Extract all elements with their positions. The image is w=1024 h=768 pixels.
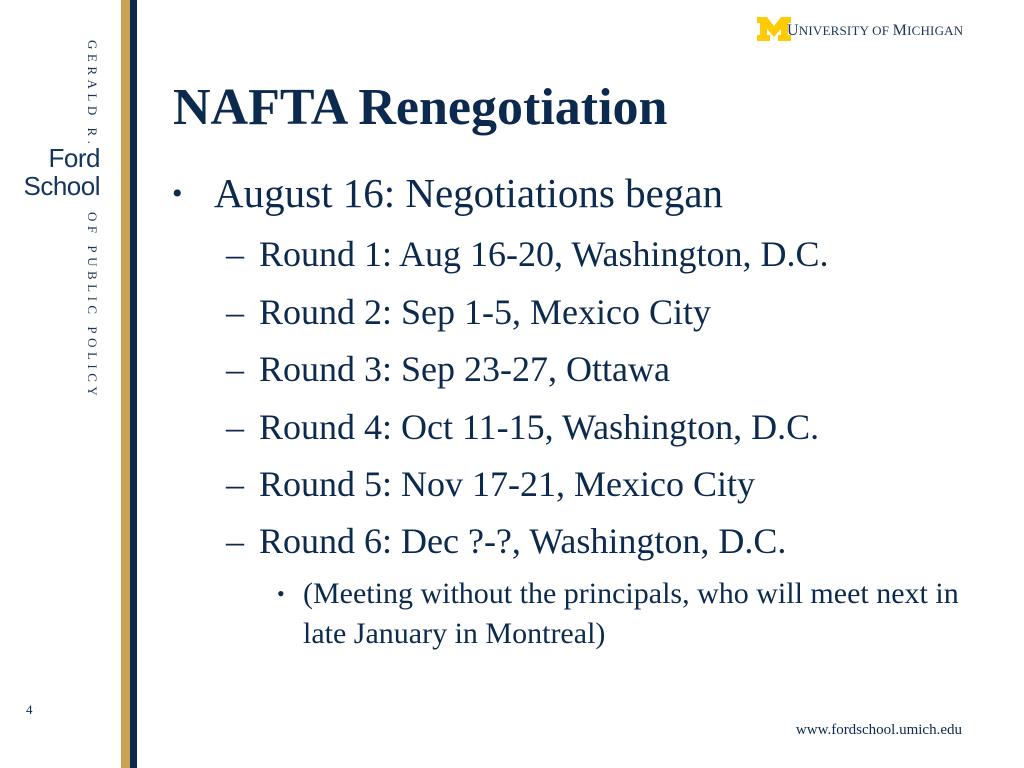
round-text: Round 5: Nov 17-21, Mexico City [259, 464, 755, 504]
university-of-michigan-wordmark: UNIVERSITY OF MICHIGAN [787, 22, 964, 39]
sub-bullet-text: (Meeting without the principals, who will meet next in late January in Montreal) [303, 577, 959, 650]
list-item-round-2 [226, 290, 711, 334]
logo-school-word: School [23, 171, 100, 201]
page-number: 4 [26, 702, 33, 717]
sub-bullet-meeting-note [277, 574, 967, 654]
list-item-round-4 [226, 405, 819, 449]
list-item-round-3 [226, 347, 670, 391]
sub-bullet-marker: • [277, 581, 285, 606]
navy-divider-bar [130, 0, 137, 768]
list-item-round-1 [226, 232, 828, 276]
bullet-text: August 16: Negotiations began [214, 170, 724, 216]
gold-divider-bar [121, 0, 130, 768]
dash-marker: – [226, 292, 244, 332]
round-text: Round 1: Aug 16-20, Washington, D.C. [259, 234, 829, 274]
block-m-icon [757, 17, 791, 41]
logo-public-policy-text: OF PUBLIC POLICY [85, 212, 100, 401]
dash-marker: – [226, 407, 244, 447]
round-text: Round 4: Oct 11-15, Washington, D.C. [259, 407, 820, 447]
logo-gerald-r-text: GERALD R. [85, 40, 100, 149]
dash-marker: – [226, 521, 244, 561]
slide-title: NAFTA Renegotiation [173, 79, 668, 136]
list-item-round-5 [226, 462, 755, 506]
dash-marker: – [226, 349, 244, 389]
dash-marker: – [226, 464, 244, 504]
list-item-round-6 [226, 519, 786, 563]
bullet-marker: • [172, 177, 183, 210]
round-text: Round 3: Sep 23-27, Ottawa [259, 349, 670, 389]
round-text: Round 2: Sep 1-5, Mexico City [259, 292, 711, 332]
website-url: www.fordschool.umich.edu [795, 722, 962, 738]
logo-ford-word: Ford [48, 143, 100, 173]
round-text: Round 6: Dec ?-?, Washington, D.C. [259, 521, 787, 561]
bullet-negotiations-began [172, 168, 723, 219]
dash-marker: – [226, 234, 244, 274]
